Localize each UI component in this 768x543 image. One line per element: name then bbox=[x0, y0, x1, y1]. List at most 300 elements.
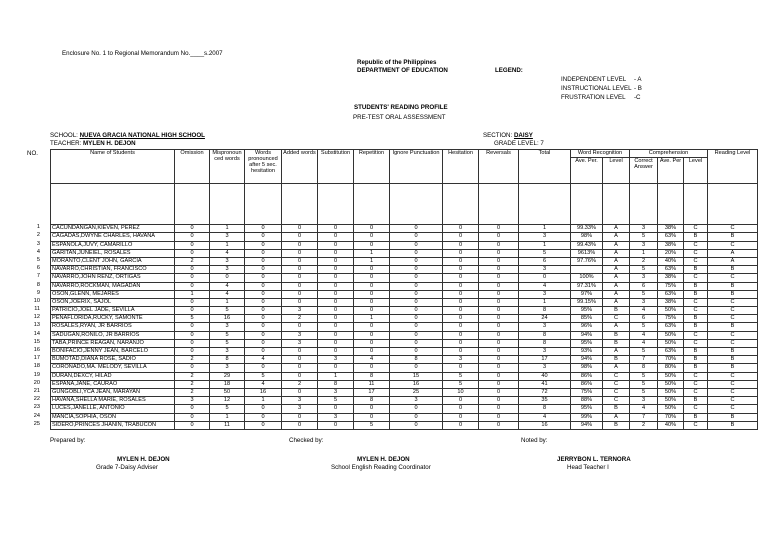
col-total: Total bbox=[519, 150, 571, 184]
cell-correct-answer: 4 bbox=[630, 339, 658, 347]
cell-reversals: 0 bbox=[479, 397, 519, 405]
cell-comp-ave-per: 40% bbox=[658, 257, 684, 265]
cell-comp-level: B bbox=[684, 397, 708, 405]
republic-line: Republic of the Philippines bbox=[357, 59, 437, 66]
cell-repetition: 0 bbox=[354, 274, 390, 282]
cell-word-ave-per: 99.33% bbox=[571, 225, 603, 233]
cell-substitution: 0 bbox=[318, 282, 354, 290]
cell-words-pronounced: 4 bbox=[245, 356, 282, 364]
cell-student-name: NAVARRO,CHRISTIAN, FRANCISCO bbox=[51, 266, 175, 274]
teacher-row bbox=[50, 140, 136, 147]
cell-words-pronounced: 0 bbox=[245, 282, 282, 290]
cell-repetition: 1 bbox=[354, 315, 390, 323]
cell-ignore-punctuation: 3 bbox=[390, 397, 443, 405]
cell-total: 5 bbox=[519, 249, 571, 257]
legend-item-frustration: FRUSTRATION LEVEL bbox=[561, 94, 626, 101]
cell-comp-level: C bbox=[684, 307, 708, 315]
cell-hesitation: 5 bbox=[443, 380, 479, 388]
cell-comp-ave-per: 75% bbox=[658, 282, 684, 290]
table-row bbox=[51, 249, 758, 257]
row-number: 8 bbox=[36, 282, 40, 288]
cell-omission: 2 bbox=[175, 257, 210, 265]
cell-mispronounced: 3 bbox=[210, 323, 245, 331]
cell-comp-level: C bbox=[684, 331, 708, 339]
row-number: 15 bbox=[33, 339, 40, 345]
cell-reversals: 0 bbox=[479, 323, 519, 331]
cell-omission: 0 bbox=[175, 233, 210, 241]
row-number: 12 bbox=[33, 314, 40, 320]
cell-correct-answer: 1 bbox=[630, 249, 658, 257]
cell-words-pronounced: 0 bbox=[245, 339, 282, 347]
cell-substitution: 0 bbox=[318, 331, 354, 339]
cell-reading-level: B bbox=[708, 413, 758, 421]
cell-ignore-punctuation: 0 bbox=[390, 405, 443, 413]
cell-hesitation: 0 bbox=[443, 298, 479, 306]
cell-comp-level: B bbox=[684, 290, 708, 298]
cell-reading-level: A bbox=[708, 249, 758, 257]
cell-reading-level: C bbox=[708, 298, 758, 306]
cell-mispronounced: 3 bbox=[210, 266, 245, 274]
cell-word-level: B bbox=[603, 405, 630, 413]
row-number: 9 bbox=[36, 290, 40, 296]
cell-added: 0 bbox=[282, 233, 318, 241]
col-hesitation: Hesitation bbox=[443, 150, 479, 184]
table-row bbox=[51, 315, 758, 323]
cell-student-name: TABA,PRINCE REAGAN, NARANJO bbox=[51, 339, 175, 347]
cell-word-level: A bbox=[603, 364, 630, 372]
cell-word-level: A bbox=[603, 413, 630, 421]
cell-repetition: 0 bbox=[354, 241, 390, 249]
cell-repetition: 1 bbox=[354, 249, 390, 257]
cell-total: 24 bbox=[519, 315, 571, 323]
cell-comp-ave-per: 40% bbox=[658, 421, 684, 429]
cell-added: 0 bbox=[282, 266, 318, 274]
cell-word-level: B bbox=[603, 307, 630, 315]
cell-added: 0 bbox=[282, 298, 318, 306]
school-row bbox=[50, 132, 205, 139]
cell-reversals: 0 bbox=[479, 249, 519, 257]
cell-added: 0 bbox=[282, 290, 318, 298]
cell-comp-level: B bbox=[684, 348, 708, 356]
cell-reading-level: C bbox=[708, 241, 758, 249]
cell-total: 1 bbox=[519, 298, 571, 306]
cell-substitution: 3 bbox=[318, 356, 354, 364]
row-number: 14 bbox=[33, 331, 40, 337]
cell-word-level: C bbox=[603, 372, 630, 380]
cell-correct-answer: 5 bbox=[630, 323, 658, 331]
cell-hesitation: 0 bbox=[443, 331, 479, 339]
row-number: 4 bbox=[36, 249, 40, 255]
cell-word-ave-per: 95% bbox=[571, 307, 603, 315]
col-level: Level bbox=[603, 158, 630, 184]
cell-comp-ave-per: 38% bbox=[658, 241, 684, 249]
cell-student-name: GUNGOBLI,YCA JEAN, MARAYAN bbox=[51, 388, 175, 396]
cell-reading-level: B bbox=[708, 421, 758, 429]
cell-ignore-punctuation: 8 bbox=[390, 356, 443, 364]
cell-substitution: 0 bbox=[318, 339, 354, 347]
legend-code-frustration: -C bbox=[634, 94, 641, 101]
row-number: 20 bbox=[33, 380, 40, 386]
cell-repetition: 0 bbox=[354, 266, 390, 274]
col-mispronounced: Mispronoun ced words bbox=[210, 150, 245, 184]
row-number: 5 bbox=[36, 257, 40, 263]
cell-comp-level: B bbox=[684, 282, 708, 290]
cell-comp-level: C bbox=[684, 298, 708, 306]
cell-omission: 0 bbox=[175, 274, 210, 282]
table-row bbox=[51, 380, 758, 388]
cell-comp-ave-per: 38% bbox=[658, 298, 684, 306]
row-number: 1 bbox=[36, 224, 40, 230]
table-row bbox=[51, 298, 758, 306]
cell-reading-level: C bbox=[708, 331, 758, 339]
cell-omission: 0 bbox=[175, 348, 210, 356]
cell-substitution: 0 bbox=[318, 364, 354, 372]
cell-repetition: 0 bbox=[354, 282, 390, 290]
cell-ignore-punctuation: 0 bbox=[390, 282, 443, 290]
cell-word-level: A bbox=[603, 225, 630, 233]
cell-comp-level: B bbox=[684, 364, 708, 372]
cell-student-name: NAVARRO,ROCKMAN, MAGADAN bbox=[51, 282, 175, 290]
cell-correct-answer: 4 bbox=[630, 405, 658, 413]
cell-word-ave-per: 98% bbox=[571, 364, 603, 372]
cell-hesitation: 0 bbox=[443, 282, 479, 290]
cell-omission: 0 bbox=[175, 307, 210, 315]
cell-comp-ave-per: 50% bbox=[658, 388, 684, 396]
cell-ignore-punctuation: 0 bbox=[390, 413, 443, 421]
cell-ignore-punctuation: 0 bbox=[390, 331, 443, 339]
checker-title: School English Reading Coordinator bbox=[331, 464, 431, 471]
cell-added: 2 bbox=[282, 315, 318, 323]
cell-words-pronounced: 0 bbox=[245, 331, 282, 339]
cell-hesitation: 0 bbox=[443, 405, 479, 413]
cell-added: 3 bbox=[282, 405, 318, 413]
cell-substitution: 0 bbox=[318, 315, 354, 323]
cell-mispronounced: 3 bbox=[210, 233, 245, 241]
noter-name: JERRYBON L. TERNORA bbox=[557, 456, 631, 463]
row-number: 18 bbox=[33, 363, 40, 369]
cell-student-name: OSON,JOERIX, SAJOL bbox=[51, 298, 175, 306]
cell-substitution: 0 bbox=[318, 421, 354, 429]
cell-comp-level: C bbox=[684, 249, 708, 257]
cell-student-name: ESPANOLA,JUVY, CAMARILLO bbox=[51, 241, 175, 249]
cell-word-ave-per: 98% bbox=[571, 233, 603, 241]
cell-hesitation: 0 bbox=[443, 307, 479, 315]
cell-mispronounced: 4 bbox=[210, 249, 245, 257]
table-row bbox=[51, 282, 758, 290]
cell-word-level: A bbox=[603, 298, 630, 306]
cell-total: 8 bbox=[519, 339, 571, 347]
cell-correct-answer: 3 bbox=[630, 274, 658, 282]
cell-reversals: 0 bbox=[479, 421, 519, 429]
cell-repetition: 17 bbox=[354, 388, 390, 396]
cell-word-ave-per: 88% bbox=[571, 397, 603, 405]
cell-total: 0 bbox=[519, 274, 571, 282]
cell-correct-answer: 5 bbox=[630, 372, 658, 380]
cell-word-ave-per bbox=[571, 266, 603, 274]
cell-ignore-punctuation: 0 bbox=[390, 290, 443, 298]
row-number: 13 bbox=[33, 322, 40, 328]
cell-reversals: 0 bbox=[479, 233, 519, 241]
cell-ignore-punctuation: 16 bbox=[390, 380, 443, 388]
cell-ignore-punctuation: 0 bbox=[390, 315, 443, 323]
col-omission: Omission bbox=[175, 150, 210, 184]
table-row bbox=[51, 290, 758, 298]
cell-reversals: 0 bbox=[479, 388, 519, 396]
cell-student-name: LUCES,JANELLE, ANTONIO bbox=[51, 405, 175, 413]
section-label: SECTION: bbox=[483, 132, 513, 139]
cell-ignore-punctuation: 0 bbox=[390, 364, 443, 372]
cell-words-pronounced: 0 bbox=[245, 323, 282, 331]
cell-omission: 0 bbox=[175, 249, 210, 257]
cell-repetition: 11 bbox=[354, 380, 390, 388]
cell-mispronounced: 5 bbox=[210, 307, 245, 315]
cell-omission: 2 bbox=[175, 356, 210, 364]
legend-label: LEGEND: bbox=[495, 67, 523, 74]
row-number: 21 bbox=[33, 388, 40, 394]
cell-repetition: 0 bbox=[354, 364, 390, 372]
cell-word-ave-per: 99.43% bbox=[571, 241, 603, 249]
cell-substitution: 0 bbox=[318, 348, 354, 356]
cell-correct-answer: 2 bbox=[630, 257, 658, 265]
cell-added: 0 bbox=[282, 241, 318, 249]
cell-total: 17 bbox=[519, 356, 571, 364]
cell-hesitation: 5 bbox=[443, 372, 479, 380]
cell-word-level: A bbox=[603, 290, 630, 298]
cell-omission: 2 bbox=[175, 372, 210, 380]
cell-reading-level: A bbox=[708, 257, 758, 265]
cell-mispronounced: 1 bbox=[210, 413, 245, 421]
cell-repetition: 4 bbox=[354, 356, 390, 364]
cell-added: 3 bbox=[282, 307, 318, 315]
cell-word-level: C bbox=[603, 388, 630, 396]
cell-reversals: 0 bbox=[479, 413, 519, 421]
cell-repetition: 0 bbox=[354, 323, 390, 331]
cell-correct-answer: 2 bbox=[630, 421, 658, 429]
cell-comp-ave-per: 38% bbox=[658, 274, 684, 282]
cell-comp-level: C bbox=[684, 405, 708, 413]
cell-words-pronounced: 0 bbox=[245, 413, 282, 421]
cell-total: 3 bbox=[519, 323, 571, 331]
cell-student-name: MANCIA,SOPHIA, OSON bbox=[51, 413, 175, 421]
cell-repetition: 5 bbox=[354, 421, 390, 429]
cell-substitution: 0 bbox=[318, 241, 354, 249]
cell-substitution: 0 bbox=[318, 307, 354, 315]
cell-added: 0 bbox=[282, 348, 318, 356]
cell-word-level: C bbox=[603, 397, 630, 405]
cell-omission: 3 bbox=[175, 397, 210, 405]
cell-mispronounced: 3 bbox=[210, 348, 245, 356]
cell-ignore-punctuation: 0 bbox=[390, 339, 443, 347]
cell-total: 3 bbox=[519, 233, 571, 241]
cell-comp-ave-per: 70% bbox=[658, 413, 684, 421]
cell-added: 2 bbox=[282, 380, 318, 388]
cell-total: 8 bbox=[519, 405, 571, 413]
cell-word-ave-per: 75% bbox=[571, 388, 603, 396]
col-ignore-punctuation: Ignore Punctuation bbox=[390, 150, 443, 184]
cell-repetition: 0 bbox=[354, 413, 390, 421]
cell-hesitation: 0 bbox=[443, 274, 479, 282]
row-number: 10 bbox=[33, 298, 40, 304]
row-number: 6 bbox=[36, 265, 40, 271]
grade-level: GRADE LEVEL: 7 bbox=[494, 140, 544, 147]
cell-word-ave-per: 94% bbox=[571, 421, 603, 429]
cell-comp-level: C bbox=[684, 421, 708, 429]
checker-name: MYLEN H. DEJON bbox=[357, 456, 410, 463]
cell-word-ave-per: 95% bbox=[571, 339, 603, 347]
cell-reversals: 0 bbox=[479, 307, 519, 315]
table-row bbox=[51, 348, 758, 356]
cell-words-pronounced: 0 bbox=[245, 307, 282, 315]
cell-word-ave-per: 99% bbox=[571, 413, 603, 421]
cell-substitution: 0 bbox=[318, 257, 354, 265]
cell-correct-answer: 5 bbox=[630, 266, 658, 274]
table-row bbox=[51, 266, 758, 274]
cell-reading-level: B bbox=[708, 290, 758, 298]
cell-omission: 0 bbox=[175, 339, 210, 347]
cell-comp-ave-per: 50% bbox=[658, 372, 684, 380]
table-row bbox=[51, 323, 758, 331]
cell-reversals: 0 bbox=[479, 290, 519, 298]
cell-comp-ave-per: 63% bbox=[658, 348, 684, 356]
cell-total: 3 bbox=[519, 364, 571, 372]
cell-substitution: 0 bbox=[318, 405, 354, 413]
cell-words-pronounced: 5 bbox=[245, 372, 282, 380]
cell-reading-level: C bbox=[708, 225, 758, 233]
cell-added: 0 bbox=[282, 421, 318, 429]
cell-correct-answer: 6 bbox=[630, 282, 658, 290]
cell-words-pronounced: 0 bbox=[245, 249, 282, 257]
cell-comp-level: C bbox=[684, 372, 708, 380]
cell-hesitation: 10 bbox=[443, 388, 479, 396]
cell-mispronounced: 16 bbox=[210, 315, 245, 323]
cell-words-pronounced: 0 bbox=[245, 405, 282, 413]
cell-substitution: 0 bbox=[318, 225, 354, 233]
cell-total: 40 bbox=[519, 372, 571, 380]
cell-total: 8 bbox=[519, 331, 571, 339]
cell-student-name: MORANTO,CLENT JOHN, GARCIA bbox=[51, 257, 175, 265]
col-repetition: Repetition bbox=[354, 150, 390, 184]
cell-word-level: A bbox=[603, 282, 630, 290]
cell-comp-level: B bbox=[684, 315, 708, 323]
cell-added: 0 bbox=[282, 372, 318, 380]
cell-word-level: B bbox=[603, 339, 630, 347]
cell-hesitation: 0 bbox=[443, 266, 479, 274]
cell-reading-level: B bbox=[708, 282, 758, 290]
table-row bbox=[51, 405, 758, 413]
legend-item-instructional: INSTRUCTIONAL LEVEL bbox=[561, 85, 632, 92]
table-row bbox=[51, 241, 758, 249]
row-number: 25 bbox=[33, 421, 40, 427]
cell-student-name: PATRICIO,JOEL JADE, SEVILLA bbox=[51, 307, 175, 315]
cell-word-level: A bbox=[603, 348, 630, 356]
cell-comp-level: B bbox=[684, 356, 708, 364]
cell-repetition: 0 bbox=[354, 290, 390, 298]
cell-omission: 0 bbox=[175, 282, 210, 290]
cell-omission: 2 bbox=[175, 380, 210, 388]
cell-added: 3 bbox=[282, 339, 318, 347]
col-ave-per: Ave. Per. bbox=[571, 158, 603, 184]
cell-reversals: 0 bbox=[479, 380, 519, 388]
cell-comp-ave-per: 50% bbox=[658, 339, 684, 347]
cell-mispronounced: 0 bbox=[210, 274, 245, 282]
cell-comp-level: C bbox=[684, 225, 708, 233]
cell-words-pronounced: 0 bbox=[245, 233, 282, 241]
cell-repetition: 0 bbox=[354, 298, 390, 306]
cell-mispronounced: 5 bbox=[210, 405, 245, 413]
cell-total: 6 bbox=[519, 257, 571, 265]
cell-substitution: 3 bbox=[318, 413, 354, 421]
cell-added: 0 bbox=[282, 249, 318, 257]
row-number: 2 bbox=[36, 232, 40, 238]
col-comprehension: Comprehension bbox=[630, 150, 708, 158]
cell-reversals: 0 bbox=[479, 364, 519, 372]
cell-reading-level: C bbox=[708, 339, 758, 347]
cell-omission: 5 bbox=[175, 315, 210, 323]
cell-added: 0 bbox=[282, 257, 318, 265]
cell-correct-answer: 5 bbox=[630, 380, 658, 388]
cell-hesitation: 0 bbox=[443, 413, 479, 421]
cell-comp-level: B bbox=[684, 266, 708, 274]
cell-added: 0 bbox=[282, 282, 318, 290]
cell-reading-level: B bbox=[708, 356, 758, 364]
cell-substitution: 0 bbox=[318, 298, 354, 306]
cell-hesitation: 0 bbox=[443, 233, 479, 241]
legend-code-independent: - A bbox=[634, 76, 642, 83]
cell-word-ave-per: 85% bbox=[571, 315, 603, 323]
cell-repetition: 0 bbox=[354, 348, 390, 356]
cell-substitution: 3 bbox=[318, 388, 354, 396]
cell-omission: 0 bbox=[175, 421, 210, 429]
cell-substitution: 0 bbox=[318, 249, 354, 257]
cell-ignore-punctuation: 0 bbox=[390, 307, 443, 315]
cell-words-pronounced: 0 bbox=[245, 348, 282, 356]
cell-comp-ave-per: 20% bbox=[658, 249, 684, 257]
cell-reversals: 0 bbox=[479, 241, 519, 249]
cell-total: 3 bbox=[519, 266, 571, 274]
enclosure-note: Enclosure No. 1 to Regional Memorandum No.____s.2007 bbox=[62, 50, 223, 57]
cell-student-name: GARITAN,JUNEIEL, ROSALES bbox=[51, 249, 175, 257]
cell-correct-answer: 5 bbox=[630, 388, 658, 396]
cell-words-pronounced: 0 bbox=[245, 266, 282, 274]
department-line: DEPARTMENT OF EDUCATION bbox=[357, 67, 448, 74]
cell-student-name: CAGADAS,DWYNE CHARLES, HAVANA bbox=[51, 233, 175, 241]
cell-total: 41 bbox=[519, 380, 571, 388]
cell-ignore-punctuation: 0 bbox=[390, 241, 443, 249]
cell-mispronounced: 1 bbox=[210, 225, 245, 233]
col-substitution: Substitution bbox=[318, 150, 354, 184]
table-row bbox=[51, 421, 758, 429]
cell-ignore-punctuation: 0 bbox=[390, 348, 443, 356]
table-row bbox=[51, 339, 758, 347]
cell-total: 1 bbox=[519, 241, 571, 249]
cell-ignore-punctuation: 0 bbox=[390, 274, 443, 282]
report-subtitle: PRE-TEST ORAL ASSESSMENT bbox=[353, 114, 446, 121]
cell-word-level: B bbox=[603, 331, 630, 339]
cell-added: 0 bbox=[282, 274, 318, 282]
section-row bbox=[483, 132, 533, 139]
row-number: 7 bbox=[36, 273, 40, 279]
cell-repetition: 8 bbox=[354, 372, 390, 380]
cell-word-level: B bbox=[603, 421, 630, 429]
cell-comp-ave-per: 63% bbox=[658, 233, 684, 241]
cell-word-ave-per: 97% bbox=[571, 290, 603, 298]
cell-correct-answer: 8 bbox=[630, 364, 658, 372]
row-number: 24 bbox=[33, 413, 40, 419]
teacher-label: TEACHER: bbox=[50, 140, 82, 147]
col-words-pronounced: Words pronounced after 5 sec. hesitation bbox=[245, 150, 282, 184]
table-row bbox=[51, 257, 758, 265]
cell-word-level: A bbox=[603, 241, 630, 249]
